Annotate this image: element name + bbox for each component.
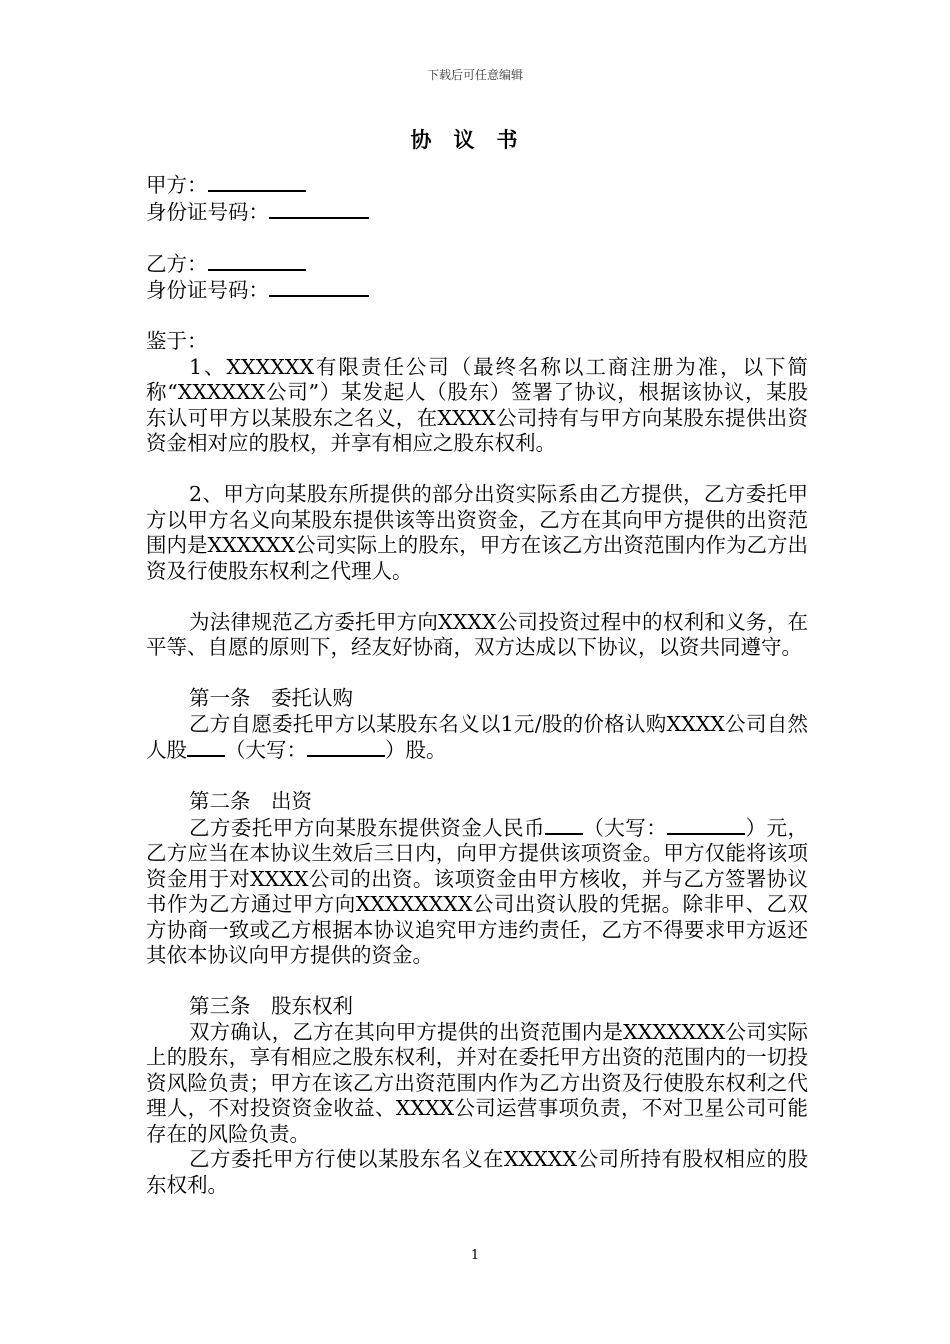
party-a-line [146, 172, 808, 199]
recital-1: 1、XXXXXX有限责任公司（最终名称以工商注册为准，以下简称“XXXXXX公司”）某发起人（股东）签署了协议，根据该协议，某股东认可甲方以某股东之名义，在XXXX公司持有与甲方向某股东提供出资资金相对应的股权，并享有相应之股东权利。 [146, 354, 808, 455]
party-b-blank [208, 251, 306, 271]
article-1-heading: 第一条 委托认购 [189, 686, 353, 710]
article-2-text-a: 乙方委托甲方向某股东提供资金人民币 [189, 815, 545, 840]
article-3-heading: 第三条 股东权利 [189, 994, 353, 1018]
party-a-id-line [146, 199, 808, 226]
recital-2: 2、甲方向某股东所提供的部分出资实际系由乙方提供，乙方委托甲方以甲方名义向某股东提供该等出资资金，乙方在其向甲方提供的出资范围内是XXXXXX公司实际上的股东，甲方在该乙方出资范围内作为乙方出资及行使股东权利之代理人。 [146, 482, 808, 583]
capital-amount-blank [545, 815, 583, 835]
article-1-text-a: 乙方自愿委托甲方以某股东名义以1元/股的价格认购XXXX公司自然人股 [146, 711, 808, 762]
document-body [146, 172, 808, 1198]
party-a-id-label: 身份证号码： [146, 199, 269, 224]
party-b-id-line [146, 277, 808, 304]
shares-count-blank [187, 737, 225, 757]
document-title: 协议书 [410, 127, 540, 152]
page-number: 1 [470, 1248, 480, 1263]
article-1-text [146, 712, 808, 764]
article-3-text-2: 乙方委托甲方行使以某股东名义在XXXXX公司所持有股权相应的股东权利。 [146, 1147, 808, 1197]
article-1-text-b: （大写： [225, 738, 307, 762]
party-b-id-blank [269, 277, 369, 297]
article-2-heading: 第二条 出资 [189, 789, 312, 813]
party-a-id-blank [269, 199, 369, 219]
party-b-line [146, 251, 808, 278]
article-2-text-b: （大写： [582, 815, 668, 840]
party-b-label: 乙方： [146, 251, 208, 276]
header-note: 下载后可任意编辑 [426, 68, 523, 82]
party-b-id-label: 身份证号码： [146, 278, 269, 302]
article-1-text-c: ）股。 [385, 738, 447, 762]
purpose-paragraph: 为法律规范乙方委托甲方向XXXX公司投资过程中的权利和义务，在平等、自愿的原则下，经友好协商，双方达成以下协议，以资共同遵守。 [146, 609, 808, 659]
article-3-text-1: 双方确认，乙方在其向甲方提供的出资范围内是XXXXXXX公司实际上的股东，享有相应之股东权利，并对在委托甲方出资的范围内的一切投资风险负责；甲方在该乙方出资范围内作为乙方出资及行使股东权利之代理人，不对投资资金收益、XXXX公司运营事项负责，不对卫星公司可能存在的风险负责。 [146, 1019, 808, 1146]
capital-amount-words-blank [667, 815, 745, 835]
party-a-label: 甲方： [146, 173, 208, 197]
whereas-heading: 鉴于： [146, 329, 208, 353]
shares-amount-words-blank [307, 737, 385, 757]
party-a-blank [208, 172, 306, 192]
article-2-text [146, 815, 808, 969]
article-2-text-c: ）元，乙方应当在本协议生效后三日内，向甲方提供该项资金。甲方仅能将该项资金用于对XXXX公司的出资。该项资金由甲方核收，并与乙方签署协议书作为乙方通过甲方向XXXXXXXX公司出资认股的凭据。除非甲、乙双方协商一致或乙方根据本协议追究甲方违约责任，乙方不得要求甲方返还其依本协议向甲方提供的资金。 [146, 815, 809, 967]
